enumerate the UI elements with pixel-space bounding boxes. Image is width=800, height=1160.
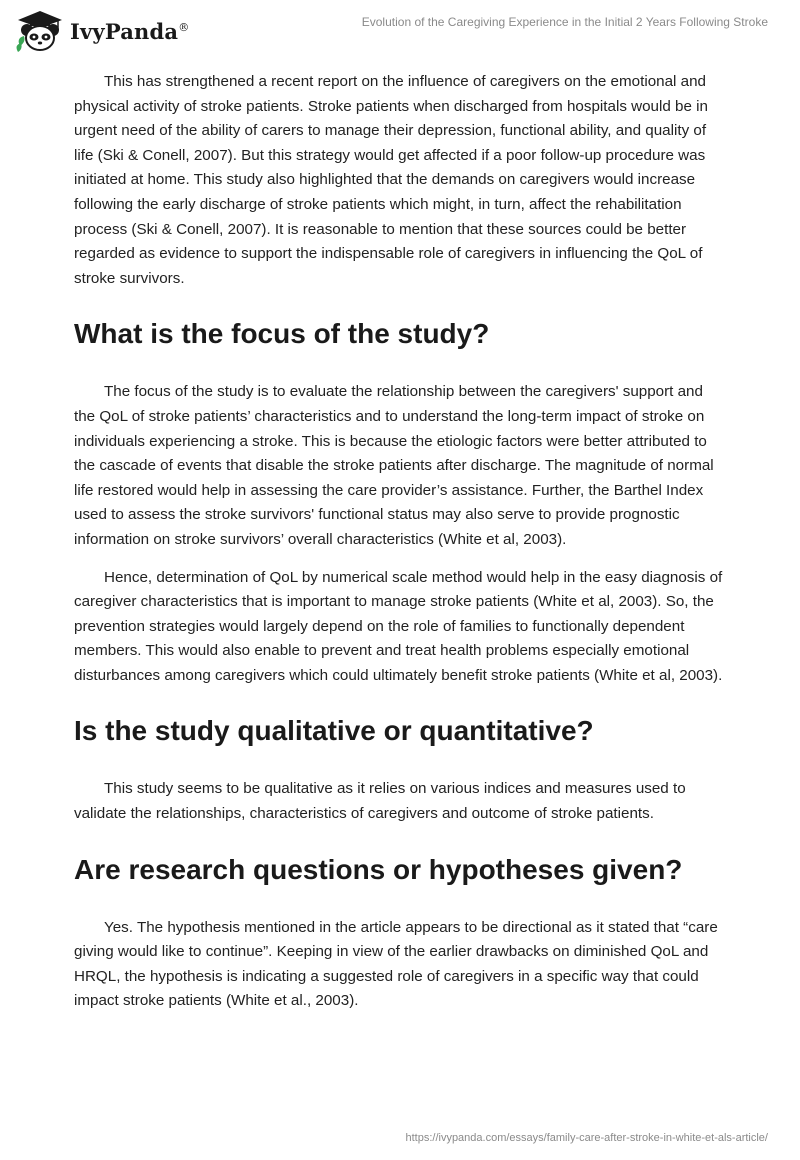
- paragraph: Hence, determination of QoL by numerical scale method would help in the easy diagnosis of caregiver characteristics that is important to manage stroke patients (White et al, 2003). So, the prevention strategies would largely depend on the role of families to functionally dependent members. This would also enable to prevent and treat health problems especially emotional disturbances among caregivers which could ultimately benefit stroke patients (White et al, 2003).: [74, 568, 723, 684]
- brand-name: IvyPanda®: [70, 18, 190, 44]
- panda-graduate-icon: [14, 8, 66, 54]
- article-body: [74, 70, 728, 1027]
- source-url[interactable]: https://ivypanda.com/essays/family-care-after-stroke-in-white-et-als-article/: [405, 1132, 768, 1144]
- document-title: Evolution of the Caregiving Experience in the Initial 2 Years Following Stroke: [361, 15, 768, 29]
- section-heading-focus: What is the focus of the study?: [74, 318, 490, 350]
- section-heading-hypotheses: Are research questions or hypotheses given?: [74, 853, 683, 885]
- section-heading-study-type: Is the study qualitative or quantitative?: [74, 715, 594, 747]
- paragraph: This has strengthened a recent report on the influence of caregivers on the emotional and physical activity of stroke patients. Stroke patients when discharged from hospitals would be in urgent need of the ability of carers to manage their depression, functional ability, and quality of life (Ski & Conell, 2007). But this strategy would get affected if a poor follow-up procedure was initiated at home. This study also highlighted that the demands on caregivers would increase following the early discharge of stroke patients which might, in turn, affect the rehabilitation process (Ski & Conell, 2007). It is reasonable to mention that these sources could be better regarded as evidence to support the indispensable role of caregivers in influencing the QoL of stroke survivors.: [74, 73, 708, 287]
- paragraph: The focus of the study is to evaluate the relationship between the caregivers' support and the QoL of stroke patients’ characteristics and to understand the long-term impact of stroke on individuals experiencing a stroke. This is because the etiologic factors were better attributed to the cascade of events that disable the stroke patients after discharge. The magnitude of normal life restored would help in assessing the care provider’s assistance. Further, the Barthel Index used to assess the stroke survivors' functional status may also serve to provide prognostic information on stroke survivors’ overall characteristics (White et al, 2003).: [74, 383, 714, 548]
- brand-logo[interactable]: [14, 8, 189, 54]
- page-header: [0, 0, 800, 60]
- paragraph: This study seems to be qualitative as it relies on various indices and measures used to validate the relationships, characteristics of caregivers and outcome of stroke patients.: [74, 780, 686, 823]
- paragraph: Yes. The hypothesis mentioned in the article appears to be directional as it stated that “care giving would like to continue”. Keeping in view of the earlier drawbacks on diminished QoL and HRQL, the hypothesis is indicating a suggested role of caregivers in a specific way that could impact stroke patients (White et al., 2003).: [74, 918, 718, 1010]
